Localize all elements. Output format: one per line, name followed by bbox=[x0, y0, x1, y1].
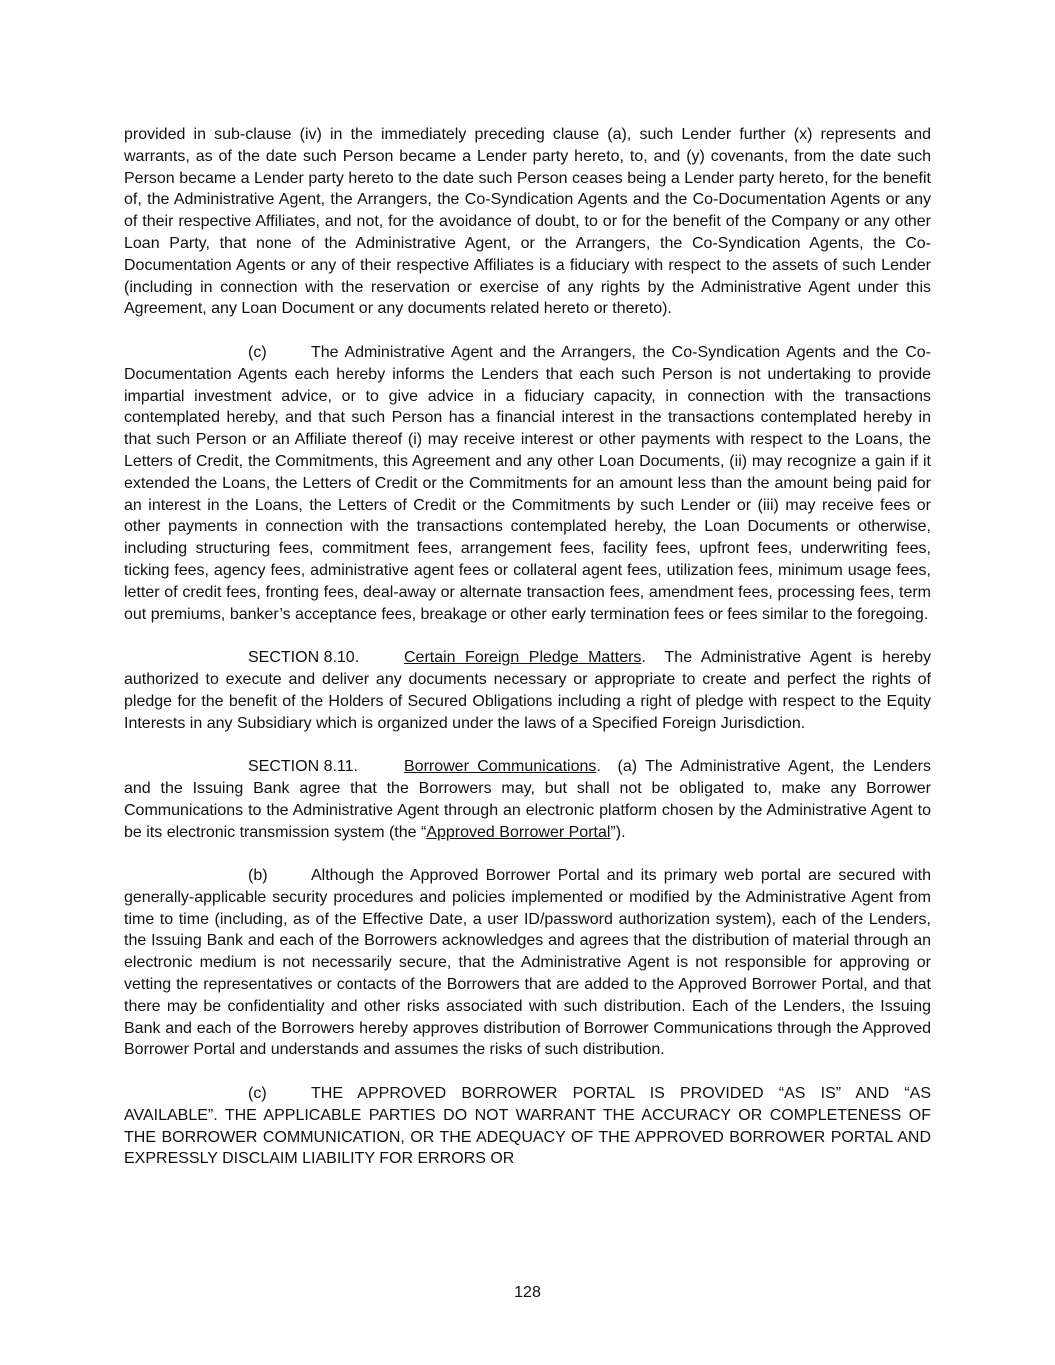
defined-term: Approved Borrower Portal bbox=[426, 823, 611, 841]
page-number: 128 bbox=[514, 1284, 541, 1301]
clause-label: (c) bbox=[248, 343, 267, 361]
paragraph-c-advisory bbox=[124, 342, 931, 625]
section-title: Borrower Communications bbox=[404, 758, 597, 776]
section-title-punctuation: . bbox=[641, 649, 665, 667]
paragraph-c-disclaimer bbox=[124, 1083, 931, 1170]
section-number: SECTION 8.10. bbox=[248, 649, 360, 667]
section-8-11 bbox=[124, 756, 931, 843]
paragraph-b-portal-security bbox=[124, 865, 931, 1061]
section-title: Certain Foreign Pledge Matters bbox=[404, 649, 642, 667]
paragraph-text: provided in sub-clause (iv) in the immediately preceding clause (a), such Lender further (x) represents and warrants, as of the date such Person became a Lender party hereto, to, and (y) covenants, from the date such Person became a Lender party hereto to the date such Person ceases being a Lender party hereto, for the benefit of, the Administrative Agent, the Arrangers, the Co-Syndication Agents and the Co-Documentation Agents or any of their respective Affiliates, and not, for the avoidance of doubt, to or for the benefit of the Company or any other Loan Party, that none of the Administrative Agent, or the Arrangers, the Co-Syndication Agents, the Co-Documentation Agents or any of their respective Affiliates is a fiduciary with respect to the assets of such Lender (including in connection with the reservation or exercise of any rights by the Administrative Agent under this Agreement, any Loan Document or any documents related hereto or thereto). bbox=[124, 126, 931, 318]
closing-punctuation: ”). bbox=[610, 823, 626, 841]
section-text: The Administrative Agent is hereby authorized to execute and deliver any documents necessary or appropriate to create and perfect the rights of pledge for the benefit of the Holders of Secured Obligations including a right of pledge with respect to the Equity Interests in any Subsidiary which is organized under the laws of a Specified Foreign Jurisdiction. bbox=[124, 649, 932, 732]
section-number: SECTION 8.11. bbox=[248, 758, 358, 776]
paragraph-text: The Administrative Agent and the Arrangers, the Co-Syndication Agents and the Co-Documentation Agents each hereby informs the Lenders that each such Person is not undertaking to provide impartial investment advice, or to give advice in a fiduciary capacity, in connection with the transactions contemplated hereby, and that such Person has a financial interest in the transactions contemplated hereby in that such Person or an Affiliate thereof (i) may receive interest or other payments with respect to the Loans, the Letters of Credit, the Commitments, this Agreement and any other Loan Documents, (ii) may recognize a gain if it extended the Loans, the Letters of Credit or the Commitments for an amount less than the amount being paid for an interest in the Loans, the Letters of Credit or the Commitments by such Lender or (iii) may receive fees or other payments in connection with the transactions contemplated hereby, the Loan Documents or otherwise, including structuring fees, commitment fees, arrangement fees, facility fees, upfront fees, underwriting fees, ticking fees, agency fees, administrative agent fees or collateral agent fees, utilization fees, minimum usage fees, letter of credit fees, fronting fees, deal-away or alternate transaction fees, amendment fees, processing fees, term out premiums, banker’s acceptance fees, breakage or other early termination fees or fees similar to the foregoing. bbox=[124, 343, 931, 623]
paragraph-text: Although the Approved Borrower Portal and its primary web portal are secured with generally-applicable security procedures and policies implemented or modified by the Administrative Agent from time to time (including, as of the Effective Date, a user ID/password authorization system), each of the Lenders, the Issuing Bank and each of the Borrowers acknowledges and agrees that the distribution of material through an electronic medium is not necessarily secure, that the Administrative Agent is not responsible for approving or vetting the representatives or contacts of the Borrowers that are added to the Approved Borrower Portal, and that there may be confidentiality and other risks associated with such distribution. Each of the Lenders, the Issuing Bank and each of the Borrowers hereby approves distribution of Borrower Communications through the Approved Borrower Portal and understands and assumes the risks of such distribution. bbox=[124, 867, 931, 1059]
clause-label: (c) bbox=[248, 1085, 267, 1103]
document-body bbox=[124, 124, 931, 1170]
section-8-10 bbox=[124, 647, 931, 734]
section-text: (a) The Administrative Agent, the Lenders and the Issuing Bank agree that the Borrowers may, but shall not be obligated to, make any Borrower Communications to the Administrative Agent through an electronic platform chosen by the Administrative Agent to be its electronic transmission system (the “ bbox=[124, 758, 931, 841]
paragraph-continuation bbox=[124, 124, 931, 320]
paragraph-text: THE APPROVED BORROWER PORTAL IS PROVIDED “AS IS” AND “AS AVAILABLE”. THE APPLICABLE PARTIES DO NOT WARRANT THE ACCURACY OR COMPLETENESS OF THE BORROWER COMMUNICATION, OR THE ADEQUACY OF THE APPROVED BORROWER PORTAL AND EXPRESSLY DISCLAIM LIABILITY FOR ERRORS OR bbox=[124, 1085, 931, 1168]
section-title-punctuation: . bbox=[596, 758, 618, 776]
clause-label: (b) bbox=[248, 867, 268, 885]
